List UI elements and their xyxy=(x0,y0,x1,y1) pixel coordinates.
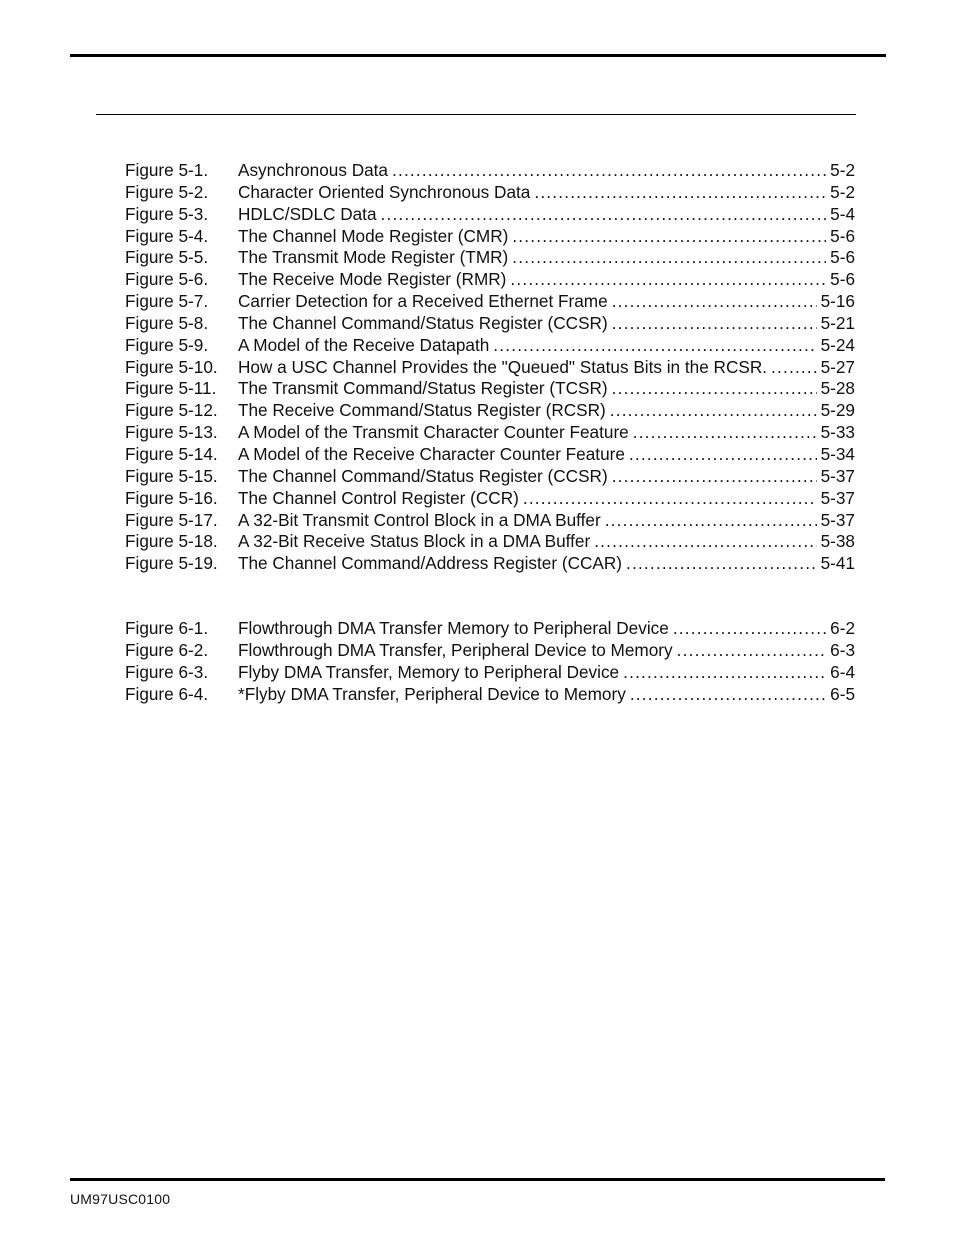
figure-entry[interactable] xyxy=(125,335,855,357)
figure-title: The Receive Mode Register (RMR) xyxy=(238,269,507,290)
figure-entry[interactable] xyxy=(125,182,855,204)
dot-leader xyxy=(493,335,816,357)
title-rule xyxy=(96,114,856,115)
dot-leader xyxy=(381,204,827,226)
figure-number: Figure 5-5. xyxy=(125,247,209,268)
figure-entry[interactable] xyxy=(125,662,855,684)
dot-leader xyxy=(512,247,826,269)
figure-entry[interactable] xyxy=(125,247,855,269)
figure-entry[interactable] xyxy=(125,269,855,291)
page-number: 5-27 xyxy=(820,356,855,377)
figure-entry[interactable] xyxy=(125,444,855,466)
figure-number: Figure 5-4. xyxy=(125,225,209,246)
figure-entry[interactable] xyxy=(125,291,855,313)
dot-leader xyxy=(633,422,817,444)
page-number: 5-6 xyxy=(830,269,855,290)
figure-title: A 32-Bit Transmit Control Block in a DMA Buffer xyxy=(238,509,601,530)
page-number: 5-38 xyxy=(820,531,855,552)
figure-entry[interactable] xyxy=(125,378,855,400)
page-number: 5-6 xyxy=(830,247,855,268)
page-number: 6-4 xyxy=(830,661,855,682)
figure-list-chapter-5 xyxy=(125,160,855,575)
page-number: 6-3 xyxy=(830,639,855,660)
figure-title: *Flyby DMA Transfer, Peripheral Device to Memory xyxy=(238,683,626,704)
figure-number: Figure 5-17. xyxy=(125,509,218,530)
dot-leader xyxy=(623,662,826,684)
page-number: 5-16 xyxy=(820,291,855,312)
figure-title: Asynchronous Data xyxy=(238,160,388,180)
dot-leader xyxy=(626,553,817,575)
figure-number: Figure 5-6. xyxy=(125,269,209,290)
figure-title: A Model of the Receive Character Counter Feature xyxy=(238,443,625,464)
figure-title: The Channel Command/Address Register (CCAR) xyxy=(238,553,622,574)
page-number: 5-21 xyxy=(820,312,855,333)
figure-title: The Transmit Command/Status Register (TCSR) xyxy=(238,378,608,399)
figure-number: Figure 6-2. xyxy=(125,639,209,660)
page-number: 5-33 xyxy=(820,422,855,443)
footer-doc-id: UM97USC0100 xyxy=(70,1191,171,1207)
figure-entry[interactable] xyxy=(125,204,855,226)
figure-number: Figure 5-18. xyxy=(125,531,218,552)
dot-leader xyxy=(612,378,817,400)
figure-entry[interactable] xyxy=(125,313,855,335)
page-number: 5-37 xyxy=(820,509,855,530)
dot-leader xyxy=(610,400,817,422)
figure-entry[interactable] xyxy=(125,466,855,488)
dot-leader xyxy=(677,640,827,662)
page-number: 5-37 xyxy=(820,487,855,508)
dot-leader xyxy=(630,684,826,706)
page-number: 5-29 xyxy=(820,400,855,421)
figure-number: Figure 5-10. xyxy=(125,356,218,377)
figure-title: The Channel Control Register (CCR) xyxy=(238,487,519,508)
figure-number: Figure 5-14. xyxy=(125,443,218,464)
figure-entry[interactable] xyxy=(125,400,855,422)
figure-title: HDLC/SDLC Data xyxy=(238,203,377,224)
page-number: 5-2 xyxy=(830,181,855,202)
dot-leader xyxy=(510,269,826,291)
page-number: 5-41 xyxy=(820,553,855,574)
figure-number: Figure 5-13. xyxy=(125,422,218,443)
figure-entry[interactable] xyxy=(125,618,855,640)
figure-title: Flyby DMA Transfer, Memory to Peripheral Device xyxy=(238,661,620,682)
figure-title: Flowthrough DMA Transfer, Peripheral Device to Memory xyxy=(238,639,673,660)
page-number: 6-2 xyxy=(830,618,855,638)
dot-leader xyxy=(612,291,817,313)
dot-leader xyxy=(673,618,826,640)
page-number: 6-5 xyxy=(830,683,855,704)
figure-number: Figure 5-1. xyxy=(125,160,209,180)
dot-leader xyxy=(612,313,817,335)
dot-leader xyxy=(523,488,817,510)
figure-number: Figure 5-2. xyxy=(125,181,209,202)
page-number: 5-28 xyxy=(820,378,855,399)
figure-entry[interactable] xyxy=(125,226,855,248)
page-number: 5-6 xyxy=(830,225,855,246)
figure-title: Flowthrough DMA Transfer Memory to Peripheral Device xyxy=(238,618,669,638)
figure-entry[interactable] xyxy=(125,684,855,706)
figure-number: Figure 5-16. xyxy=(125,487,218,508)
footer-rule xyxy=(70,1178,885,1181)
figure-number: Figure 5-19. xyxy=(125,553,218,574)
figure-entry[interactable] xyxy=(125,488,855,510)
figure-number: Figure 6-3. xyxy=(125,661,209,682)
dot-leader xyxy=(771,357,817,379)
figure-entry[interactable] xyxy=(125,357,855,379)
page-number: 5-34 xyxy=(820,443,855,464)
figure-title: Carrier Detection for a Received Ethernet Frame xyxy=(238,291,608,312)
figure-title: The Channel Command/Status Register (CCSR) xyxy=(238,465,608,486)
page-number: 5-2 xyxy=(830,160,855,180)
figure-number: Figure 5-9. xyxy=(125,334,209,355)
figure-entry[interactable] xyxy=(125,160,855,182)
figure-title: Character Oriented Synchronous Data xyxy=(238,181,531,202)
figure-title: The Transmit Mode Register (TMR) xyxy=(238,247,509,268)
figure-title: A 32-Bit Receive Status Block in a DMA Buffer xyxy=(238,531,591,552)
figure-list-chapter-6 xyxy=(125,618,855,705)
figure-title: A Model of the Receive Datapath xyxy=(238,334,490,355)
dot-leader xyxy=(594,531,816,553)
figure-title: The Receive Command/Status Register (RCSR) xyxy=(238,400,606,421)
figure-number: Figure 6-1. xyxy=(125,618,209,638)
figure-number: Figure 5-3. xyxy=(125,203,209,224)
figure-number: Figure 5-7. xyxy=(125,291,209,312)
header-rule xyxy=(70,54,886,57)
figure-title: A Model of the Transmit Character Counter Feature xyxy=(238,422,629,443)
figure-entry[interactable] xyxy=(125,531,855,553)
dot-leader xyxy=(534,182,826,204)
dot-leader xyxy=(629,444,817,466)
figure-number: Figure 5-12. xyxy=(125,400,218,421)
figure-entry[interactable] xyxy=(125,640,855,662)
figure-entry[interactable] xyxy=(125,422,855,444)
page-number: 5-4 xyxy=(830,203,855,224)
dot-leader xyxy=(392,160,826,182)
page-number: 5-24 xyxy=(820,334,855,355)
figure-title: How a USC Channel Provides the "Queued" Status Bits in the RCSR. xyxy=(238,356,768,377)
figure-number: Figure 5-15. xyxy=(125,465,218,486)
dot-leader xyxy=(612,466,817,488)
figure-number: Figure 5-11. xyxy=(125,378,217,399)
figure-number: Figure 6-4. xyxy=(125,683,209,704)
figure-number: Figure 5-8. xyxy=(125,312,209,333)
figure-title: The Channel Mode Register (CMR) xyxy=(238,225,509,246)
figure-entry[interactable] xyxy=(125,510,855,532)
dot-leader xyxy=(605,510,817,532)
figure-title: The Channel Command/Status Register (CCSR) xyxy=(238,312,608,333)
figure-entry[interactable] xyxy=(125,553,855,575)
dot-leader xyxy=(512,226,826,248)
page-number: 5-37 xyxy=(820,465,855,486)
